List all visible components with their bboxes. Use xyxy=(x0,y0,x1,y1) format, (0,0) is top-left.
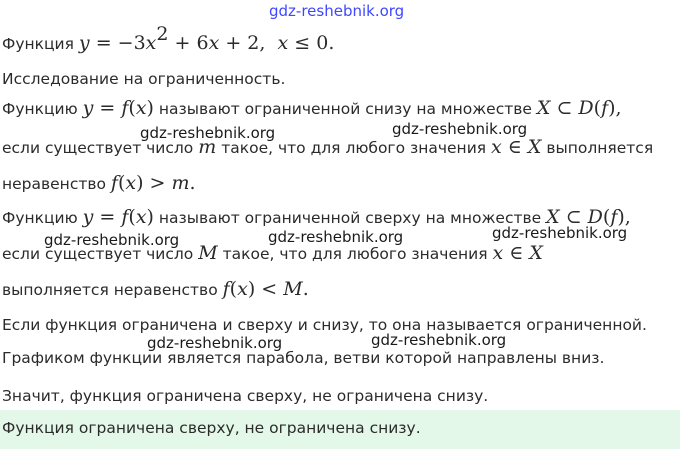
watermark: gdz-reshebnik.org xyxy=(392,120,528,138)
watermark: gdz-reshebnik.org xyxy=(44,231,180,249)
watermark: gdz-reshebnik.org xyxy=(268,228,404,246)
definition-below-3: неравенство f(x) > m. xyxy=(2,172,196,194)
section-heading: Исследование на ограниченность. xyxy=(2,70,286,88)
formula: $y = -3x^2 + 6x + 2$, x ≤ 0. xyxy=(78,23,335,54)
conclusion: Значит, функция ограничена сверху, не ограничена снизу. xyxy=(2,387,489,405)
definition-above-1: Функцию y = f(x) называют ограниченной сверху на множестве X ⊂ D(f), xyxy=(2,206,631,228)
definition-below-2: если существует число m такое, что для любого значения x ∈ X выполняется xyxy=(2,136,654,158)
watermark: gdz-reshebnik.org xyxy=(492,224,628,242)
watermark-top: gdz-reshebnik.org xyxy=(269,2,405,20)
answer-box xyxy=(0,410,680,449)
bounded-definition: Если функция ограничена и сверху и снизу, то она называется ограниченной. xyxy=(2,316,647,334)
watermark: gdz-reshebnik.org xyxy=(147,334,283,352)
graph-statement: Графиком функции является парабола, ветви которой направлены вниз. xyxy=(2,349,605,367)
watermark: gdz-reshebnik.org xyxy=(140,124,276,142)
definition-above-2: если существует число M такое, что для любого значения x ∈ X xyxy=(2,242,543,264)
watermark: gdz-reshebnik.org xyxy=(371,331,507,349)
definition-above-3: выполняется неравенство f(x) < M. xyxy=(2,278,309,300)
function-definition: Функция $y = -3x^2 + 6x + 2$, x ≤ 0. xyxy=(2,23,335,54)
answer-text: Функция ограничена сверху, не ограничена снизу. xyxy=(2,419,421,437)
definition-below-1: Функцию y = f(x) называют ограниченной снизу на множестве X ⊂ D(f), xyxy=(2,97,622,119)
